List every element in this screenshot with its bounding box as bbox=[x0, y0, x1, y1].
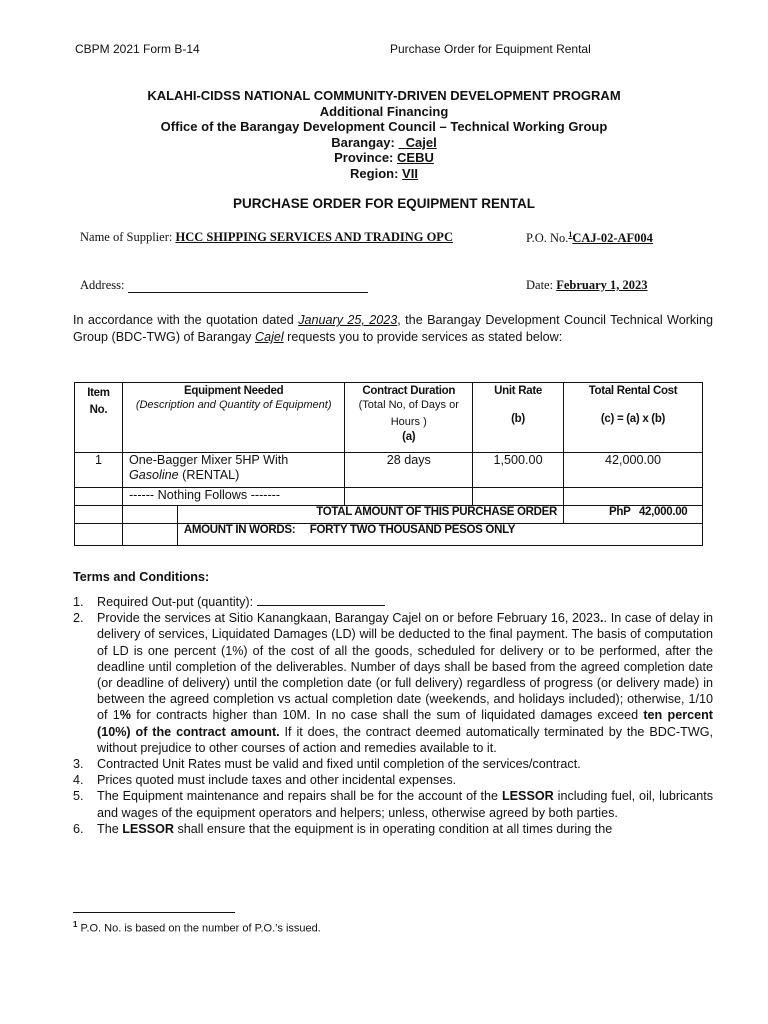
term-item: 3. Contracted Unit Rates must be valid and fixed until completion of the services/contract. bbox=[73, 757, 581, 772]
header-duration: Contract Duration (Total No, of Days or Hours ) (a) bbox=[345, 383, 473, 453]
term-item: 4. Prices quoted must include taxes and other incidental expenses. bbox=[73, 773, 457, 788]
table-header-row bbox=[75, 383, 703, 453]
total-value: PhP 42,000.00 bbox=[564, 506, 703, 524]
province-value: CEBU bbox=[397, 150, 434, 166]
quantity-blank-line bbox=[257, 594, 385, 606]
header-unit-rate: Unit Rate (b) bbox=[473, 383, 564, 453]
date-value: February 1, 2023 bbox=[556, 278, 648, 292]
item-no-cell: 1 bbox=[75, 453, 123, 488]
header-total-cost: Total Rental Cost (c) = (a) x (b) bbox=[564, 383, 703, 453]
header-item-no: Item No. bbox=[75, 383, 123, 453]
office-line: Office of the Barangay Development Council – Technical Working Group bbox=[160, 119, 608, 135]
supplier-label: Name of Supplier: bbox=[80, 230, 173, 244]
table-row bbox=[75, 453, 703, 488]
total-label: TOTAL AMOUNT OF THIS PURCHASE ORDER bbox=[177, 506, 563, 524]
form-title: Purchase Order for Equipment Rental bbox=[390, 42, 591, 56]
title-block bbox=[0, 88, 768, 182]
unit-rate-cell: 1,500.00 bbox=[473, 453, 564, 488]
date-label: Date: bbox=[526, 278, 554, 292]
nothing-follows: ------ Nothing Follows ------- bbox=[122, 488, 344, 506]
terms-list bbox=[73, 594, 713, 837]
amount-words-label: AMOUNT IN WORDS: bbox=[183, 524, 296, 536]
po-number-label: P.O. No. bbox=[526, 231, 569, 246]
header-equipment: Equipment Needed (Description and Quantity of Equipment) bbox=[122, 383, 344, 453]
term-item: 1. Required Out-put (quantity): bbox=[73, 594, 713, 610]
province-line bbox=[0, 150, 768, 166]
province-label: Province: bbox=[334, 150, 394, 166]
terms-title: Terms and Conditions: bbox=[73, 570, 210, 584]
region-label: Region: bbox=[350, 165, 399, 181]
supplier-field bbox=[80, 230, 520, 245]
po-footnote-mark: 1 bbox=[568, 230, 573, 239]
financing-line: Additional Financing bbox=[319, 103, 449, 119]
date-field bbox=[526, 278, 648, 293]
barangay-line bbox=[0, 135, 768, 151]
term-item: 6. The LESSOR shall ensure that the equipment is in operating condition at all times during the bbox=[73, 821, 613, 836]
po-number-value: CAJ-02-AF004 bbox=[572, 231, 653, 246]
form-code: CBPM 2021 Form B-14 bbox=[75, 42, 200, 56]
po-number-field bbox=[526, 230, 653, 246]
footnote: $^1$ P.O. No. is based on the number of P.O.’s issued. bbox=[73, 920, 321, 935]
address-field bbox=[80, 278, 368, 293]
quotation-date: January 25, 2023 bbox=[298, 313, 398, 327]
barangay-label: Barangay: bbox=[331, 134, 395, 150]
intro-barangay: Cajel bbox=[254, 330, 284, 344]
amount-words-value: FORTY TWO THOUSAND PESOS ONLY bbox=[309, 524, 516, 536]
duration-cell: 28 days bbox=[345, 453, 473, 488]
region-value: VII bbox=[402, 165, 418, 181]
footnote-separator bbox=[73, 912, 235, 913]
barangay-value: Cajel bbox=[405, 134, 437, 150]
amount-in-words bbox=[177, 524, 702, 546]
term-item: 2. Provide the services at Sitio Kanangkaan, Barangay Cajel on or before February 16, 2023.. In case of delay in delivery of services, Liquidated Damages (LD) will be deducted to the final payment. The basis of computation of LD is one percent (1%) of the cost of all the goods, scheduled for delivery or to be performed, after the deadline until completion of the deliverables. Number of days shall be based from the agreed completion date (or deadline of delivery) until the completion date (or full delivery) regardless of progress (or delivery made) in between the agreed completion vs actual completion date (weekends, and holidays included); otherwise, 1/10 of 1% for contracts higher than 10M. In no case shall the sum of liquidated damages exceed ten percent (10%) of the contract amount. If it does, the contract deemed automatically terminated by the BDC-TWG, without prejudice to other courses of action and remedies available to it. bbox=[73, 611, 713, 755]
address-label: Address: bbox=[80, 278, 125, 292]
program-name: KALAHI-CIDSS NATIONAL COMMUNITY-DRIVEN DEVELOPMENT PROGRAM bbox=[147, 88, 621, 103]
term-item: 5. The Equipment maintenance and repairs shall be for the account of the LESSOR including fuel, oil, lubricants and wages of the equipment operators and helpers; unless, otherwise agreed by both parties. bbox=[73, 789, 713, 820]
equipment-cell: One-Bagger Mixer 5HP With Gasoline (RENTAL) bbox=[122, 453, 344, 488]
total-cost-cell: 42,000.00 bbox=[564, 453, 703, 488]
items-table bbox=[74, 382, 703, 546]
purchase-order-title: PURCHASE ORDER FOR EQUIPMENT RENTAL bbox=[232, 196, 535, 211]
region-line bbox=[0, 166, 768, 182]
amount-words-row bbox=[75, 524, 703, 546]
total-row bbox=[75, 506, 703, 524]
intro-paragraph: In accordance with the quotation dated January 25, 2023, the Barangay Development Council Technical Working Group (BDC-TWG) of Barangay Cajel requests you to provide services as stated below: bbox=[73, 313, 713, 344]
supplier-value: HCC SHIPPING SERVICES AND TRADING OPC bbox=[175, 230, 453, 244]
nothing-follows-row bbox=[75, 488, 703, 506]
address-blank-line bbox=[128, 280, 368, 293]
